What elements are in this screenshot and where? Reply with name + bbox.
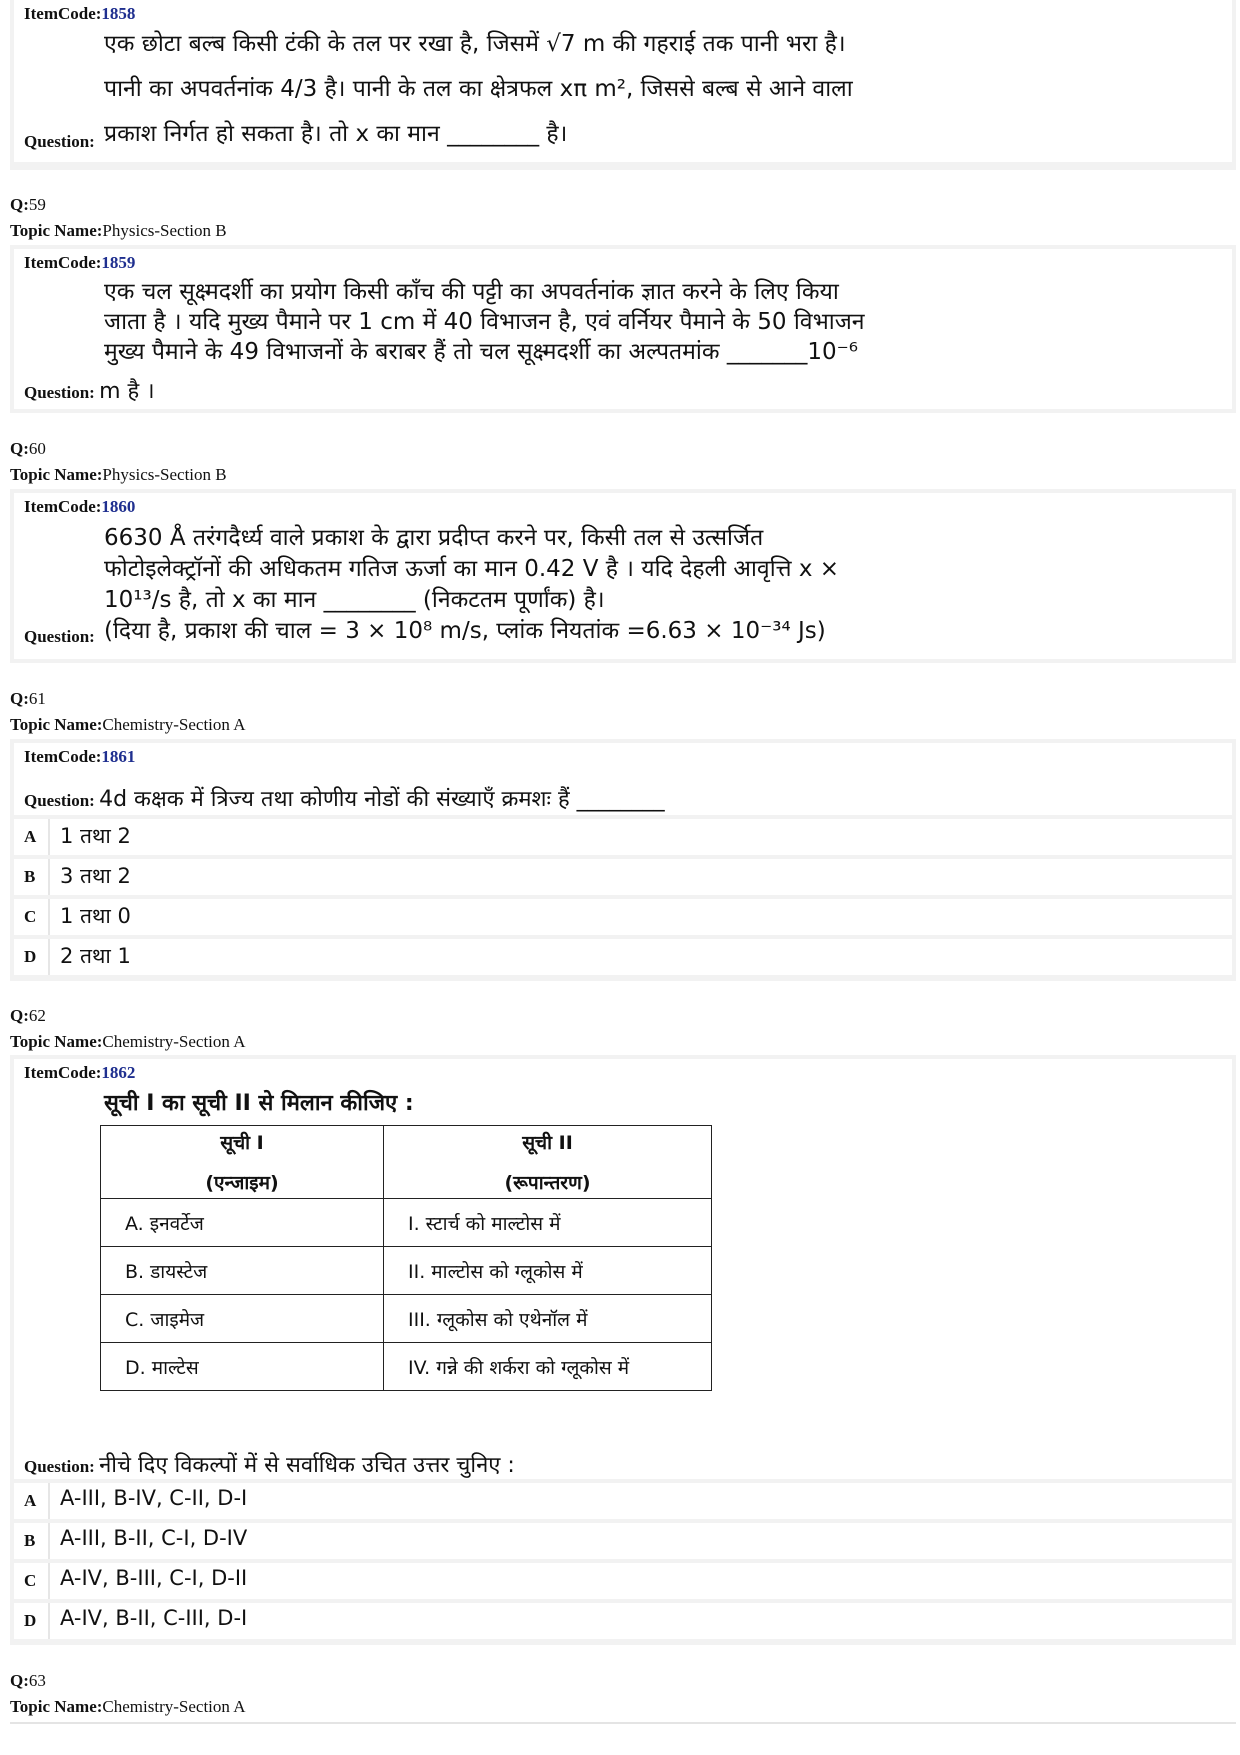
match-instruction: सूची I का सूची II से मिलान कीजिए : — [104, 1091, 414, 1116]
option-b[interactable] — [14, 1523, 1232, 1559]
list-2-cell: II. माल्टोस को ग्लूकोस में — [384, 1247, 712, 1295]
question-header-62 — [10, 1003, 245, 1055]
match-table-header-row — [101, 1126, 712, 1199]
question-line: एक छोटा बल्ब किसी टंकी के तल पर रखा है, जिसमें √7 m की गहराई तक पानी भरा है। — [104, 31, 846, 57]
question-label-text: Question: — [24, 383, 95, 402]
question-label: Question: — [24, 132, 95, 151]
option-letter: B — [24, 867, 36, 886]
item-code — [24, 4, 135, 24]
option-text: 1 तथा 0 — [60, 904, 131, 928]
list-1-subtitle: (एन्जाइम) — [205, 1172, 279, 1194]
item-box-1861 — [10, 739, 1236, 981]
question-line: मुख्य पैमाने के 49 विभाजनों के बराबर हैं तो चल सूक्ष्मदर्शी का अल्पतमांक _______10⁻⁶ — [104, 339, 858, 365]
option-letter: C — [24, 907, 37, 926]
option-divider — [48, 819, 50, 855]
question-line: फोटोइलेक्ट्रॉनों की अधिकतम गतिज ऊर्जा का मान 0.42 V है । यदि देहली आवृत्ति x × — [104, 556, 840, 582]
option-text: A-IV, B-III, C-I, D-II — [60, 1566, 248, 1590]
question-line: 6630 Å तरंगदैर्ध्य वाले प्रकाश के द्वारा प्रदीप्त करने पर, किसी तल से उत्सर्जित — [104, 525, 764, 551]
list-2-cell: IV. गन्ने की शर्करा को ग्लूकोस में — [384, 1343, 712, 1391]
list-1-cell: D. माल्टेस — [101, 1343, 384, 1391]
match-table — [100, 1125, 712, 1391]
question-text: नीचे दिए विकल्पों में से सर्वाधिक उचित उत्तर चुनिए : — [99, 1453, 515, 1478]
question-text — [104, 523, 839, 647]
match-table-row — [101, 1295, 712, 1343]
q-label: Q: — [10, 439, 29, 458]
option-c[interactable] — [14, 1563, 1232, 1599]
question-number: 61 — [28, 689, 46, 708]
option-d[interactable] — [14, 939, 1232, 975]
list-2-cell: III. ग्लूकोस को एथेनॉल में — [384, 1295, 712, 1343]
item-code — [24, 253, 135, 273]
option-text: 2 तथा 1 — [60, 944, 131, 968]
match-table-row — [101, 1199, 712, 1247]
item-code-number: 1858 — [101, 4, 136, 23]
question-header-60 — [10, 436, 227, 488]
question-text — [104, 28, 853, 151]
list-2-header — [384, 1126, 712, 1199]
question-line: एक चल सूक्ष्मदर्शी का प्रयोग किसी काँच की पट्टी का अपवर्तनांक ज्ञात करने के लिए किया — [104, 279, 839, 305]
option-a[interactable] — [14, 1483, 1232, 1519]
question-label-text: Question: — [24, 1457, 95, 1476]
topic-name: Chemistry-Section A — [102, 1697, 246, 1716]
item-code-label: ItemCode: — [24, 4, 102, 23]
option-divider — [48, 1603, 50, 1639]
item-code-number: 1860 — [101, 497, 136, 516]
item-code-number: 1862 — [101, 1063, 136, 1082]
option-divider — [48, 1483, 50, 1519]
topic-label: Topic Name: — [10, 465, 103, 484]
topic-label: Topic Name: — [10, 1032, 103, 1051]
topic-name: Physics-Section B — [102, 221, 227, 240]
item-code — [24, 1063, 135, 1083]
question-line: 10¹³/s है, तो x का मान ________ (निकटतम पूर्णांक) है। — [104, 587, 605, 613]
q-label: Q: — [10, 689, 29, 708]
item-code-label: ItemCode: — [24, 497, 102, 516]
list-2-subtitle: (रूपान्तरण) — [504, 1172, 591, 1194]
option-text: A-III, B-II, C-I, D-IV — [60, 1526, 248, 1550]
option-divider — [48, 1563, 50, 1599]
section-divider — [10, 1722, 1236, 1724]
option-divider — [48, 859, 50, 895]
topic-name: Physics-Section B — [102, 465, 227, 484]
option-letter: A — [24, 1491, 37, 1510]
question-label — [24, 375, 155, 405]
option-c[interactable] — [14, 899, 1232, 935]
question-label — [24, 783, 665, 813]
item-code-label: ItemCode: — [24, 747, 102, 766]
option-letter: A — [24, 827, 37, 846]
question-number: 62 — [28, 1006, 46, 1025]
q-label: Q: — [10, 1006, 29, 1025]
question-header-59 — [10, 192, 227, 244]
question-label — [24, 1449, 515, 1479]
list-1-header — [101, 1126, 384, 1199]
question-label-text: Question: — [24, 791, 95, 810]
option-text: 3 तथा 2 — [60, 864, 131, 888]
list-1-title: सूची I — [220, 1132, 264, 1154]
q-label: Q: — [10, 195, 29, 214]
option-text: A-III, B-IV, C-II, D-I — [60, 1486, 248, 1510]
question-label: Question: — [24, 627, 95, 646]
item-box-1859 — [10, 245, 1236, 413]
question-text: 4d कक्षक में त्रिज्य तथा कोणीय नोडों की संख्याएँ क्रमशः हैं ________ — [99, 787, 665, 812]
list-2-cell: I. स्टार्च को माल्टोस में — [384, 1199, 712, 1247]
option-b[interactable] — [14, 859, 1232, 895]
option-letter: D — [24, 947, 37, 966]
list-2-title: सूची II — [522, 1132, 573, 1154]
topic-label: Topic Name: — [10, 715, 103, 734]
question-header-61 — [10, 686, 245, 738]
option-divider — [48, 1523, 50, 1559]
option-text: A-IV, B-II, C-III, D-I — [60, 1606, 248, 1630]
item-box-1860 — [10, 489, 1236, 663]
list-1-cell: B. डायस्टेज — [101, 1247, 384, 1295]
question-number: 59 — [28, 195, 46, 214]
item-box-1858 — [10, 0, 1236, 170]
list-1-cell: A. इनवर्टेज — [101, 1199, 384, 1247]
question-text — [104, 277, 865, 367]
question-line: (दिया है, प्रकाश की चाल = 3 × 10⁸ m/s, प्लांक नियतांक =6.63 × 10⁻³⁴ Js) — [104, 618, 826, 644]
option-a[interactable] — [14, 819, 1232, 855]
topic-label: Topic Name: — [10, 1697, 103, 1716]
question-number: 60 — [28, 439, 46, 458]
item-code-number: 1859 — [101, 253, 136, 272]
option-divider — [48, 899, 50, 935]
match-table-row — [101, 1343, 712, 1391]
item-code-label: ItemCode: — [24, 253, 102, 272]
topic-label: Topic Name: — [10, 221, 103, 240]
item-code — [24, 497, 135, 517]
item-code — [24, 747, 135, 767]
question-number: 63 — [28, 1671, 46, 1690]
match-table-row — [101, 1247, 712, 1295]
question-line-tail: m है । — [99, 379, 155, 404]
option-letter: D — [24, 1611, 37, 1630]
option-letter: B — [24, 1531, 36, 1550]
topic-name: Chemistry-Section A — [102, 715, 246, 734]
option-letter: C — [24, 1571, 37, 1590]
topic-name: Chemistry-Section A — [102, 1032, 246, 1051]
question-line: पानी का अपवर्तनांक 4/3 है। पानी के तल का क्षेत्रफल xπ m², जिससे बल्ब से आने वाला — [104, 76, 853, 102]
question-line: प्रकाश निर्गत हो सकता है। तो x का मान ________ है। — [104, 121, 568, 147]
option-text: 1 तथा 2 — [60, 824, 131, 848]
q-label: Q: — [10, 1671, 29, 1690]
item-code-number: 1861 — [101, 747, 136, 766]
item-code-label: ItemCode: — [24, 1063, 102, 1082]
option-divider — [48, 939, 50, 975]
list-1-cell: C. जाइमेज — [101, 1295, 384, 1343]
question-header-63 — [10, 1668, 245, 1720]
question-line: जाता है । यदि मुख्य पैमाने पर 1 cm में 40 विभाजन है, एवं वर्नियर पैमाने के 50 विभाजन — [104, 309, 865, 335]
option-d[interactable] — [14, 1603, 1232, 1639]
